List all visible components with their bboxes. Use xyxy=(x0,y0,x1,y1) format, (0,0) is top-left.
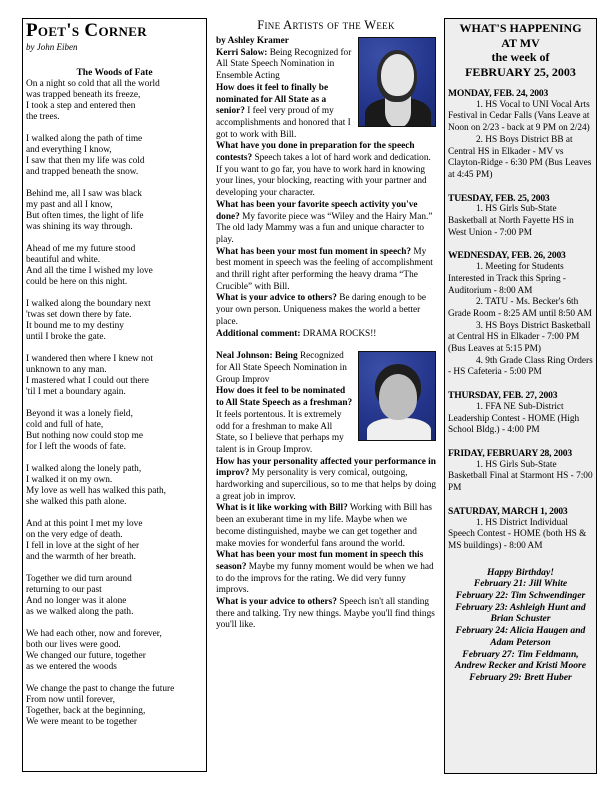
poets-corner-title: Poet's Corner xyxy=(26,20,147,41)
poem-byline: by John Eiben xyxy=(26,42,78,52)
interview-answer: Speech isn't all standing there and talking. Try new things. Maybe you'll find things you'll like. xyxy=(216,597,435,631)
event-day xyxy=(448,390,593,437)
poem-line: And all the time I wished my love xyxy=(26,266,153,276)
poem-line: And no longer was it alone xyxy=(26,596,127,606)
birthday-entry: February 24: Alicia Haugen and Adam Peterson xyxy=(455,625,586,648)
event-day-heading: TUESDAY, FEB. 25, 2003 xyxy=(448,192,550,204)
poem-body xyxy=(26,79,203,728)
poem-line: my past and all I know, xyxy=(26,200,113,210)
event-item: 1. FFA NE Sub-District Leadership Contest - HOME (High School Bldg.) - 4:00 PM xyxy=(448,401,580,436)
poem-line: beautiful and white. xyxy=(26,255,101,265)
event-day-heading: FRIDAY, FEBRUARY 28, 2003 xyxy=(448,447,572,459)
whats-happening-box xyxy=(444,18,597,774)
birthday-entry: February 21: Jill White xyxy=(473,578,568,590)
kerri-portrait-photo xyxy=(358,37,436,127)
poem-line: Ahead of me my future stood xyxy=(26,244,136,254)
event-day xyxy=(448,88,593,182)
artist-name: Neal Johnson: Being xyxy=(216,351,298,362)
event-item: 1. HS Vocal to UNI Vocal Arts Festival in Cedar Falls (Vans Leave at Noon on 2/23 - back at 9 PM on 2/24) xyxy=(448,99,590,134)
interview-answer: My favorite piece was “Wiley and the Hairy Man.” The old lady Mammy was a fun and unique character to play. xyxy=(216,211,433,245)
poem-line: Beyond it was a lonely field, xyxy=(26,409,133,419)
poem-line: It bound me to my destiny xyxy=(26,321,124,331)
poem-stanza xyxy=(26,519,203,563)
poem-line: the trees. xyxy=(26,112,60,122)
event-item: 2. TATU - Ms. Becker's 6th Grade Room - 8:25 AM until 8:50 AM xyxy=(448,297,592,319)
poem-stanza xyxy=(26,79,203,123)
poem-line: Behind me, all I saw was black xyxy=(26,189,142,199)
poem-line: From now until forever, xyxy=(26,695,115,705)
interview-answer: My best moment in speech was the feeling of accomplishment and thrill right after performing the heavy drama “The Crucible” with Bill. xyxy=(216,246,433,292)
event-item: 1. Meeting for Students Interested in Track this Spring - Auditorium - 8:00 AM xyxy=(448,262,567,296)
poem-line: was trapped beneath its freeze, xyxy=(26,90,141,100)
event-item: 1. HS District Individual Speech Contest - HOME (both HS & MS buildings) - 8:00 AM xyxy=(448,517,587,551)
poem-line: I took a step and entered then xyxy=(26,101,136,111)
interview-answer: DRAMA ROCKS!! xyxy=(300,328,377,339)
poets-corner-box xyxy=(22,18,207,772)
event-item: 1. HS Girls Sub-State Basketball at North Fayette HS in West Union - 7:00 PM xyxy=(448,204,574,238)
title-line: AT MV xyxy=(501,35,540,50)
birthday-entry: February 22: Tim Schwendinger xyxy=(455,590,586,602)
interview-qa xyxy=(216,293,436,328)
artist-name: Kerri Salow: xyxy=(216,47,268,58)
title-line: the week of xyxy=(491,50,550,64)
poem-line: returning to our past xyxy=(26,585,102,595)
poem-stanza xyxy=(26,574,203,618)
birthday-list xyxy=(448,567,593,684)
poem-line: as we entered the woods xyxy=(26,662,117,672)
poem-stanza xyxy=(26,244,203,288)
poem-line: I walked along the lonely path, xyxy=(26,464,142,474)
whats-happening-title xyxy=(448,21,593,79)
poem-line: and everything I know, xyxy=(26,145,112,155)
birthday-entry: February 23: Ashleigh Hunt and Brian Schuster xyxy=(455,601,586,625)
poem-line: for I left the woods of fate. xyxy=(26,442,126,452)
event-item: 4. 9th Grade Class Ring Orders - HS Cafeteria - 5:00 PM xyxy=(448,355,593,378)
poem-line: We were meant to be together xyxy=(26,717,138,727)
poem-line: could be here on this night. xyxy=(26,277,128,287)
interview-answer: My personality is very comical, outgoing, hardworking and supercilious, so to me that helps by doing a great job in improv. xyxy=(216,468,436,502)
event-day-heading: THURSDAY, FEB. 27, 2003 xyxy=(448,390,558,402)
event-day-heading: WEDNESDAY, FEB. 26, 2003 xyxy=(448,250,566,262)
poem-line: We changed our future, together xyxy=(26,651,146,661)
interview-question: What is your advice to others? xyxy=(216,293,337,304)
poem-line: she walked this path alone. xyxy=(26,497,127,507)
poem-line: We had each other, now and forever, xyxy=(26,629,162,639)
poem-line: until I broke the gate. xyxy=(26,332,106,342)
poem-stanza xyxy=(26,464,203,508)
birthday-entry: February 27: Tim Feldmann, Andrew Recker and Kristi Moore xyxy=(454,648,587,672)
interview-answer: Maybe my funny moment would be when we had to do the improvs for the rating. We did very funny improvs. xyxy=(216,561,434,596)
interview-answer: Working with Bill has been an exuberant time in my life. Maybe when we become distinguished, maybe we can get together and make movies for wonderful fans around the world. xyxy=(216,503,433,549)
interview-question: How does it feel to be nominated to All State Speech as a freshman? xyxy=(216,386,353,409)
interview-qa xyxy=(216,247,436,294)
poem-line: 'twas set down there by fate. xyxy=(26,310,132,320)
artist-profile-neal xyxy=(216,351,436,632)
poem-stanza xyxy=(26,629,203,673)
event-item: 3. HS Boys District Basketball at Central HS in Elkader - 7:00 PM (Bus Leaves at 5:15 PM) xyxy=(448,320,591,355)
interview-qa xyxy=(216,200,436,247)
interview-qa xyxy=(216,503,436,550)
event-day-heading: SATURDAY, MARCH 1, 2003 xyxy=(448,505,568,517)
interview-answer: I feel very proud of my accomplishments and honored that I got to work with Bill. xyxy=(216,106,351,140)
poem-line: I walked along the path of time xyxy=(26,134,143,144)
artist-profile-kerri xyxy=(216,36,436,340)
interview-question: How has your personality affected your performance in improv? xyxy=(216,456,436,479)
poem-line: My love as well has walked this path, xyxy=(26,486,166,496)
poem-line: I walked it on my own. xyxy=(26,475,113,485)
poem-line: 'til I met a boundary again. xyxy=(26,387,126,397)
poem-line: But often times, the light of life xyxy=(26,211,144,221)
poem-line: cold and full of hate, xyxy=(26,420,104,430)
poem-line: I mastered what I could out there xyxy=(26,376,149,386)
fine-artists-section xyxy=(216,18,436,778)
artist-recognition: Being Recognized for All State Speech Nomination in Ensemble Acting xyxy=(216,47,352,82)
birthday-heading: Happy Birthday! xyxy=(487,566,554,578)
event-item: 1. HS Girls Sub-State Basketball Final at Starmont HS - 7:00 PM xyxy=(448,459,593,494)
interview-question: Additional comment: xyxy=(216,328,301,339)
interview-answer: It feels portentous. It is extremely odd for a freshman to make All State, so I believe that perhaps my talent is in Group Improv. xyxy=(216,409,344,455)
poem-stanza xyxy=(26,684,203,728)
event-item: 2. HS Boys District BB at Central HS in Elkader - MV vs Clayton-Ridge - 6:30 PM (Bus Leaves at 4:45 PM) xyxy=(448,134,592,180)
neal-portrait-photo xyxy=(358,351,436,441)
artist-recognition: Recognized for All State Speech Nomination in Group Improv xyxy=(216,351,347,385)
interview-question: What is your advice to others? xyxy=(216,597,337,608)
interview-answer: Speech takes a lot of hard work and dedication. If you want to go far, you have to work hard in knowing your lines, your blocking, reacting with your partner and developing your character. xyxy=(216,153,431,199)
poem-line: was shining its way through. xyxy=(26,222,133,232)
interview-qa xyxy=(216,597,436,632)
poem-line: We change the past to change the future xyxy=(26,684,175,694)
event-day xyxy=(448,448,593,495)
poem-line: And at this point I met my love xyxy=(26,519,143,529)
poem-line: and the warmth of her breath. xyxy=(26,552,136,562)
interview-question: How does it feel to finally be nominated for All State as a senior? xyxy=(216,82,329,117)
poem-line: both our lives were good. xyxy=(26,640,121,650)
birthday-entry: February 29: Brett Huber xyxy=(469,671,572,683)
poem-stanza xyxy=(26,354,203,398)
title-line: WHAT'S HAPPENING xyxy=(459,21,582,35)
interview-qa xyxy=(216,329,436,341)
poem-line: I fell in love at the sight of her xyxy=(26,541,140,551)
interview-question: What has been your favorite speech activity you've done? xyxy=(216,199,418,222)
poem-line: On a night so cold that all the world xyxy=(26,79,160,89)
poem-line: I wandered then where I knew not xyxy=(26,354,154,364)
interview-question: What has been your most fun moment in speech this season? xyxy=(216,550,424,572)
poem-line: unknown to any man. xyxy=(26,365,107,375)
poem-line: Together we did turn around xyxy=(26,574,132,584)
interview-question: What has been your most fun moment in speech? xyxy=(216,246,412,257)
poem-line: I saw that then my life was cold xyxy=(26,156,145,166)
interview-qa xyxy=(216,550,436,597)
fine-artists-title: Fine Artists of the Week xyxy=(257,18,395,32)
poem-line: Together, back at the beginning, xyxy=(26,706,146,716)
interview-qa xyxy=(216,457,436,504)
article-byline: by Ashley Kramer xyxy=(216,36,289,46)
title-line: FEBRUARY 25, 2003 xyxy=(465,64,576,79)
poem-line: on the very edge of death. xyxy=(26,530,123,540)
poem-line: as we walked along the path. xyxy=(26,607,134,617)
interview-question: What have you done in preparation for the speech contests? xyxy=(216,141,415,164)
event-day xyxy=(448,250,593,379)
interview-qa xyxy=(216,141,436,200)
poem-line: and trapped beneath the snow. xyxy=(26,167,139,177)
poem-stanza xyxy=(26,189,203,233)
poem-title: The Woods of Fate xyxy=(76,68,153,78)
poem-stanza xyxy=(26,134,203,178)
poem-stanza xyxy=(26,409,203,453)
poem-stanza xyxy=(26,299,203,343)
interview-answer: Be daring enough to be your own person. Uniqueness makes the world a better place. xyxy=(216,293,427,327)
interview-question: What is it like working with Bill? xyxy=(216,503,348,514)
event-day-heading: MONDAY, FEB. 24, 2003 xyxy=(448,88,549,99)
event-day xyxy=(448,506,593,553)
poem-line: I walked along the boundary next xyxy=(26,299,151,309)
event-schedule xyxy=(448,88,593,553)
event-day xyxy=(448,193,593,240)
poem-line: But nothing now could stop me xyxy=(26,431,143,441)
